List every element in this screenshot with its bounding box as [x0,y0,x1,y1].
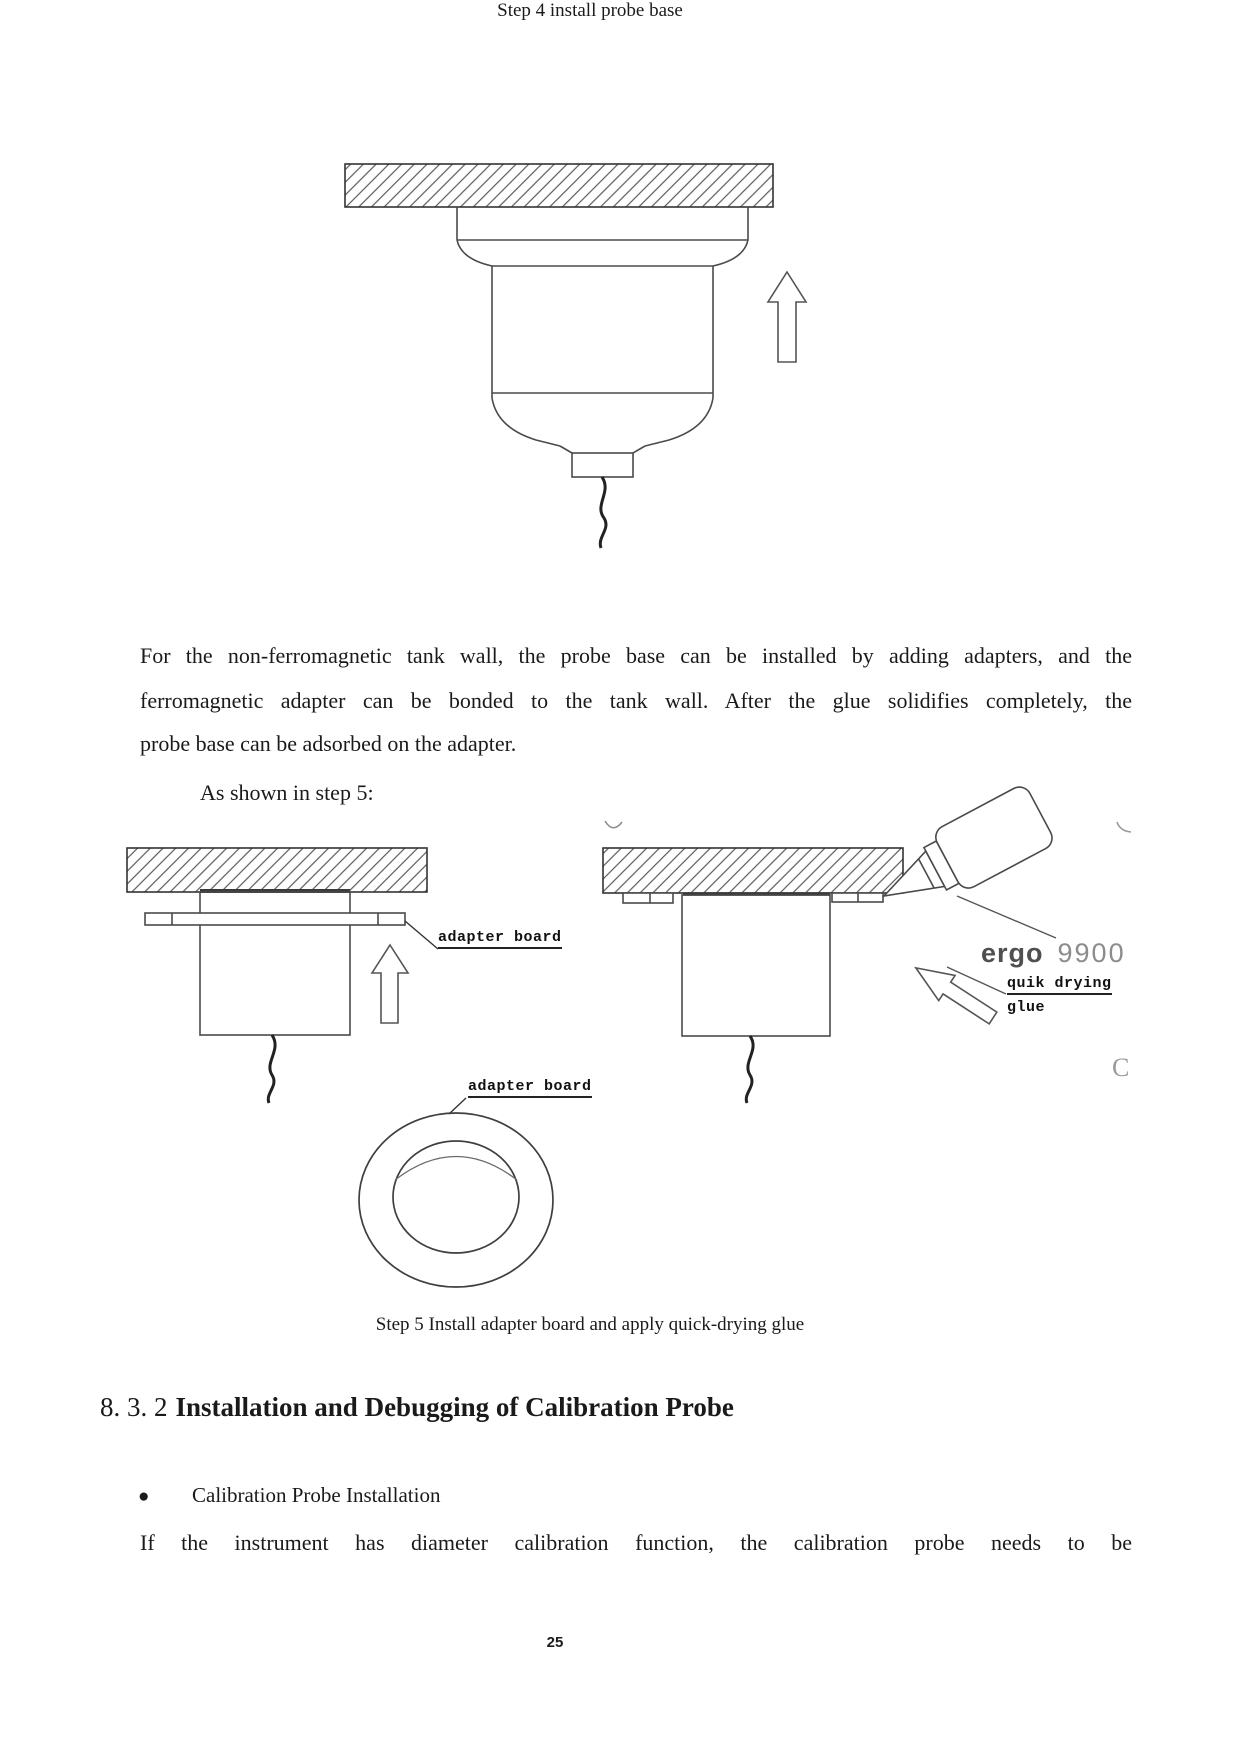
tank-wall [127,848,427,892]
paragraph-line: ferromagnetic adapter can be bonded to the tank wall. After the glue solidifies completely, the [140,688,1132,713]
probe-cable [746,1036,753,1103]
figure-step5-caption: Step 5 Install adapter board and apply quick-drying glue [375,1314,805,1335]
glue-model-number: 9900 [1057,938,1126,968]
adapter-board-ring [359,1113,553,1287]
tank-wall [603,848,903,893]
glue-brand-label [981,938,1126,969]
adapter-board-plate [145,913,405,925]
glue-type-label-line2: glue [1007,999,1046,1016]
paragraph-line: As shown in step 5: [200,780,374,805]
stray-arc [1117,822,1131,832]
figure-step4-drawing [345,164,806,548]
figure-step5-left-drawing [127,848,553,1287]
paragraph-line: probe base can be adsorbed on the adapter. [140,731,517,756]
probe-cable [268,1035,275,1103]
list-item: Calibration Probe Installation [192,1483,441,1507]
page-number: 25 [546,1634,564,1651]
probe-cable [600,477,606,548]
tank-wall [345,164,773,207]
section-heading [100,1392,734,1423]
probe-base [457,207,748,548]
adapter-board-label: adapter board [468,1078,592,1098]
probe-base [682,895,830,1036]
leader-line [405,921,438,949]
adapter-board-segment [623,893,673,903]
adapter-board-label: adapter board [438,929,562,949]
up-arrow-icon [768,272,806,362]
glue-type-label-line1: quik drying [1007,975,1112,995]
section-title: Installation and Debugging of Calibration Probe [175,1392,734,1422]
stray-mark: C [1112,1053,1130,1082]
leader-line [957,896,1056,938]
leader-line [449,1098,466,1114]
figure-step4-caption: Step 4 install probe base [497,0,683,21]
bullet-icon: ● [138,1486,150,1507]
section-number: 8. 3. 2 [100,1392,168,1422]
stray-arc [605,821,622,828]
paragraph-line: For the non-ferromagnetic tank wall, the probe base can be installed by adding adapters, and the [140,643,1132,668]
glue-brand-name: ergo [981,938,1044,968]
paragraph-line: If the instrument has diameter calibration function, the calibration probe needs to be [140,1530,1132,1555]
up-arrow-icon [372,945,408,1023]
